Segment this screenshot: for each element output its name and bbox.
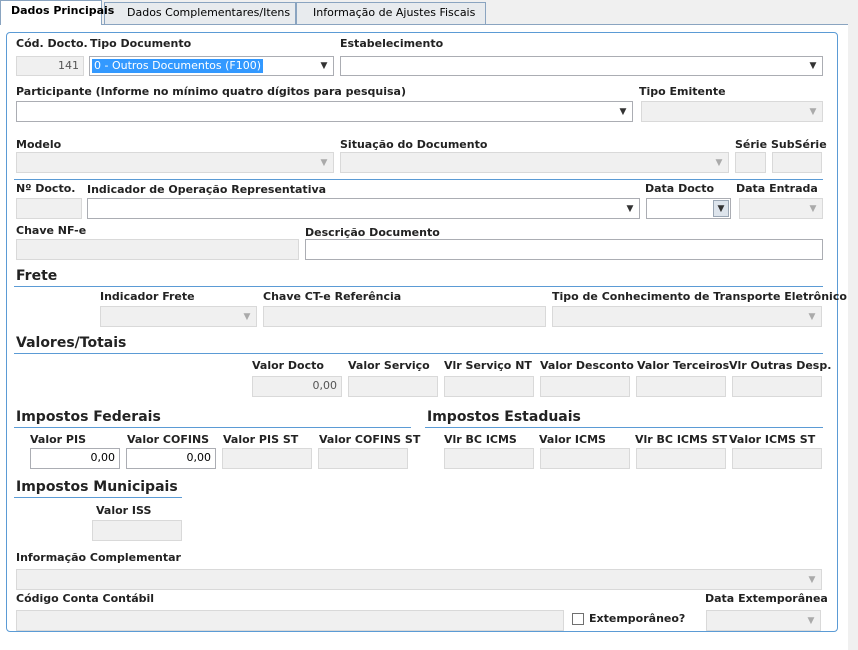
cod-docto-field[interactable]: 141 [16,56,84,76]
main-panel [6,32,838,632]
tab-bar [0,0,858,25]
valor-pis-st-label: Valor PIS ST [223,433,299,446]
participante-select[interactable] [16,101,633,122]
valor-cofins-st-field[interactable] [318,448,408,469]
valor-icms-field[interactable] [540,448,630,469]
indicador-frete-select[interactable] [100,306,257,327]
chave-cte-label: Chave CT-e Referência [263,290,402,303]
chevron-down-icon: ▼ [809,203,817,214]
valor-servico-field[interactable] [348,376,438,397]
valor-desconto-label: Valor Desconto [540,359,634,372]
valor-iss-field[interactable] [92,520,182,541]
valor-icms-label: Valor ICMS [539,433,606,446]
chevron-down-icon: ▼ [808,574,816,585]
section-impostos-estaduais: Impostos Estaduais [427,409,581,425]
chevron-down-icon: ▼ [715,157,723,168]
situacao-documento-select[interactable] [340,152,729,173]
situacao-documento-label: Situação do Documento [340,138,488,151]
tipo-documento-value: 0 - Outros Documentos (F100) [94,59,261,72]
valor-cofins-st-label: Valor COFINS ST [319,433,421,446]
subserie-label: SubSérie [771,138,827,151]
data-extemporanea-picker[interactable] [706,610,821,631]
vlr-servico-nt-label: Vlr Serviço NT [444,359,532,372]
extemporaneo-label[interactable]: Extemporâneo? [589,612,686,625]
chave-nfe-field[interactable] [16,239,299,260]
valor-icms-st-field[interactable] [732,448,822,469]
valor-pis-st-field[interactable] [222,448,312,469]
chevron-down-icon: ▼ [243,311,251,322]
valor-docto-label: Valor Docto [252,359,324,372]
chevron-down-icon[interactable]: ▼ [713,200,729,217]
cod-docto-label: Cód. Docto. [16,37,88,50]
section-divider [14,427,411,428]
valor-cofins-label: Valor COFINS [127,433,210,446]
tab-ajustes-fiscais[interactable]: Informação de Ajustes Fiscais [296,2,486,24]
section-frete: Frete [16,268,58,284]
divider [14,179,823,180]
no-docto-field[interactable] [16,198,82,219]
chevron-down-icon: ▼ [619,106,627,117]
vlr-outras-desp-field[interactable] [732,376,822,397]
section-divider [425,427,823,428]
chevron-down-icon: ▼ [320,157,328,168]
estabelecimento-select[interactable] [340,56,823,76]
modelo-select[interactable] [16,152,334,173]
valor-pis-label: Valor PIS [30,433,86,446]
vlr-outras-desp-label: Vlr Outras Desp. [729,359,832,372]
vlr-bc-icms-field[interactable] [444,448,534,469]
vlr-bc-icms-st-label: Vlr BC ICMS ST [635,433,728,446]
tipo-documento-select[interactable] [89,56,334,76]
tipo-conhecimento-select[interactable] [552,306,822,327]
valor-pis-field[interactable]: 0,00 [30,448,120,469]
tipo-emitente-label: Tipo Emitente [639,85,726,98]
data-entrada-picker[interactable] [739,198,823,219]
chevron-down-icon: ▼ [807,615,815,626]
chave-cte-field[interactable] [263,306,546,327]
data-entrada-label: Data Entrada [736,182,818,195]
vlr-servico-nt-field[interactable] [444,376,534,397]
vlr-bc-icms-st-field[interactable] [636,448,726,469]
valor-terceiros-label: Valor Terceiros [637,359,730,372]
section-impostos-municipais: Impostos Municipais [16,479,178,495]
valor-desconto-field[interactable] [540,376,630,397]
data-docto-label: Data Docto [645,182,715,195]
chevron-down-icon: ▼ [626,203,634,214]
valor-servico-label: Valor Serviço [348,359,430,372]
serie-label: Série [735,138,768,151]
informacao-complementar-label: Informação Complementar [16,551,181,564]
informacao-complementar-select[interactable] [16,569,822,590]
data-docto-picker[interactable] [646,198,731,219]
codigo-conta-contabil-label: Código Conta Contábil [16,592,155,605]
data-extemporanea-label: Data Extemporânea [705,592,828,605]
valor-iss-label: Valor ISS [96,504,152,517]
estabelecimento-label: Estabelecimento [340,37,444,50]
tipo-documento-label: Tipo Documento [90,37,192,50]
section-divider [14,286,823,287]
section-valores-totais: Valores/Totais [16,335,127,351]
vlr-bc-icms-label: Vlr BC ICMS [444,433,517,446]
tipo-conhecimento-label: Tipo de Conhecimento de Transporte Eletrônico [552,290,847,303]
chevron-down-icon: ▼ [809,61,817,71]
section-divider [14,353,823,354]
valor-docto-field[interactable]: 0,00 [252,376,342,397]
chave-nfe-label: Chave NF-e [16,224,87,237]
section-impostos-federais: Impostos Federais [16,409,161,425]
tab-dados-complementares[interactable]: Dados Complementares/Itens [104,2,296,24]
descricao-documento-label: Descrição Documento [305,226,440,239]
indicador-operacao-select[interactable] [87,198,640,219]
vertical-scrollbar[interactable] [848,24,858,650]
serie-field[interactable] [735,152,766,173]
no-docto-label: Nº Docto. [16,182,76,195]
chevron-down-icon: ▼ [320,61,328,71]
subserie-field[interactable] [772,152,822,173]
codigo-conta-contabil-field[interactable] [16,610,564,631]
indicador-operacao-label: Indicador de Operação Representativa [87,183,327,196]
indicador-frete-label: Indicador Frete [100,290,195,303]
descricao-documento-field[interactable] [305,239,823,260]
tab-dados-principais[interactable]: Dados Principais [0,0,102,25]
tipo-emitente-select[interactable] [641,101,823,122]
section-divider [14,497,182,498]
chevron-down-icon: ▼ [809,106,817,117]
modelo-label: Modelo [16,138,62,151]
checkbox-icon[interactable] [572,613,584,625]
chevron-down-icon: ▼ [808,311,816,322]
participante-label: Participante (Informe no mínimo quatro dígitos para pesquisa) [16,85,406,98]
valor-cofins-field[interactable]: 0,00 [126,448,216,469]
valor-terceiros-field[interactable] [636,376,726,397]
valor-icms-st-label: Valor ICMS ST [729,433,816,446]
